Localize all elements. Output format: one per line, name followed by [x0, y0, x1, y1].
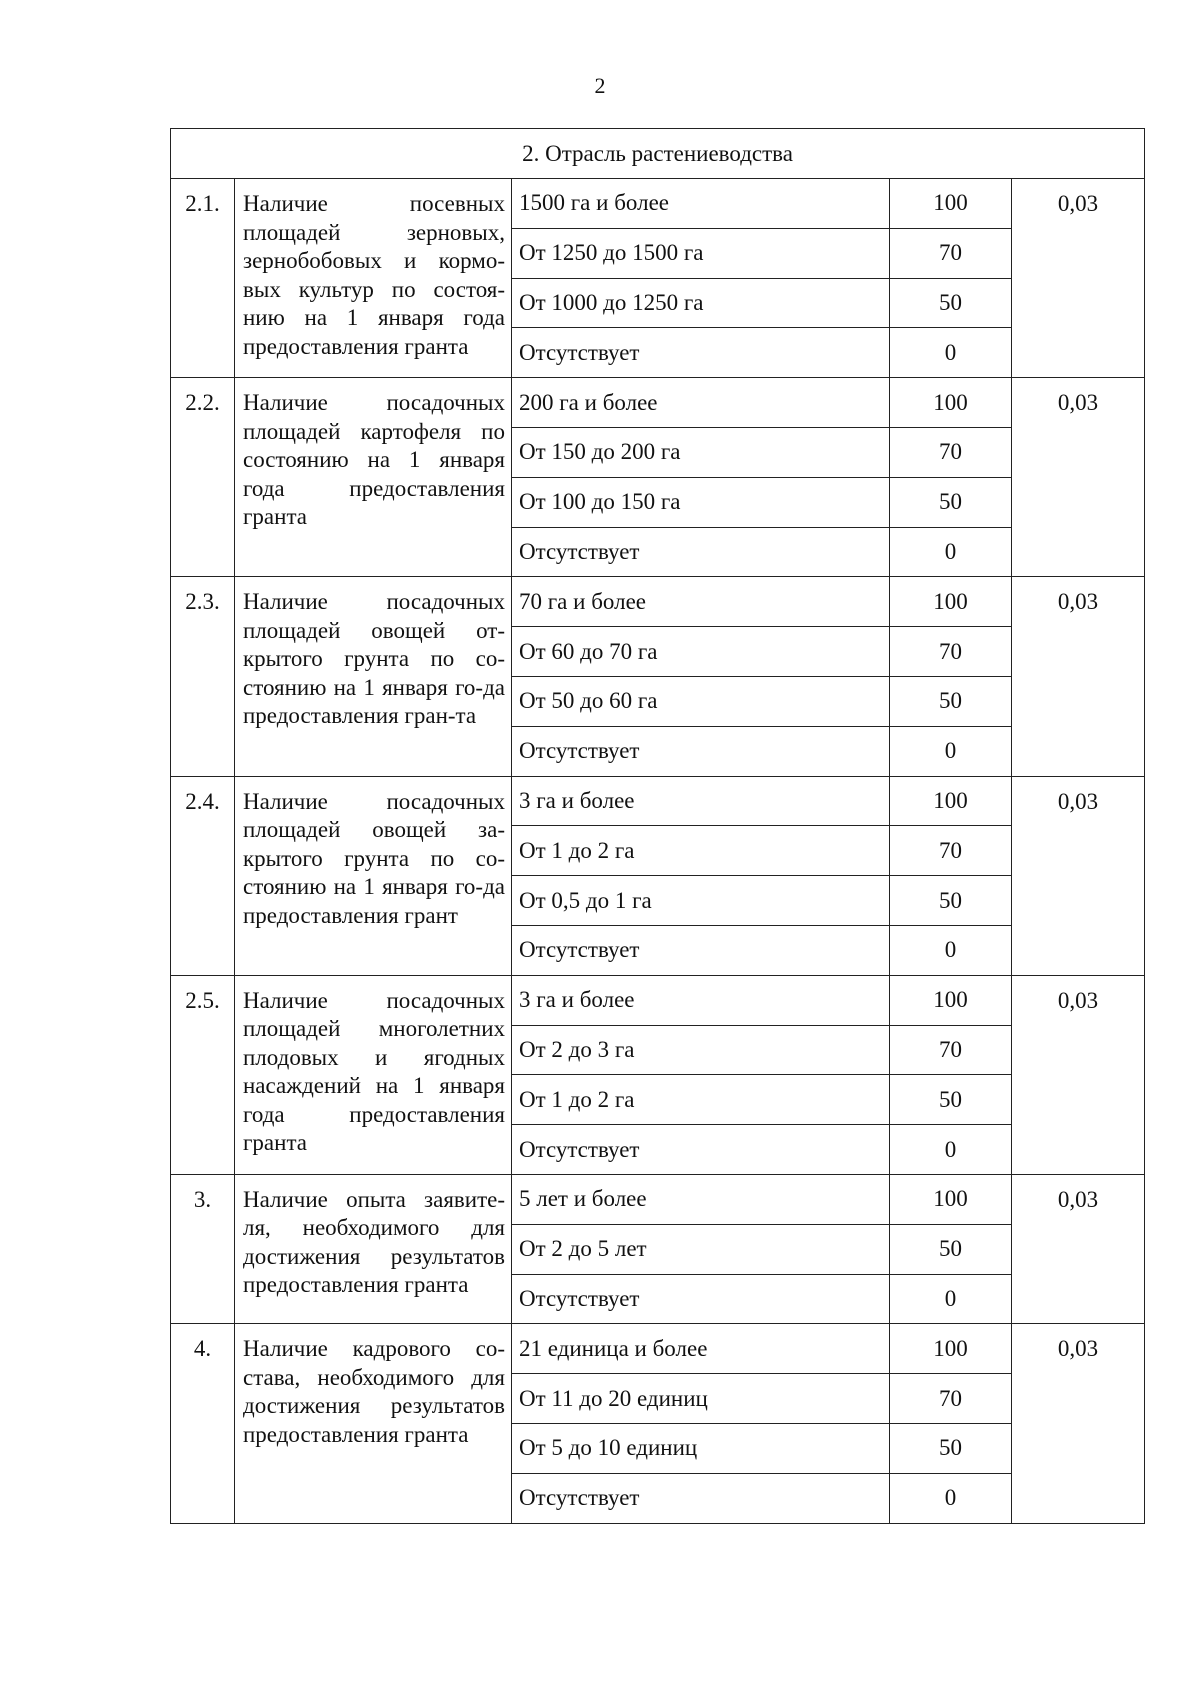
criterion-weight: 0,03 [1012, 179, 1145, 378]
criterion-number: 3. [171, 1174, 235, 1323]
criterion-row [171, 975, 1145, 1025]
criterion-score: 0 [890, 1274, 1012, 1324]
criterion-row [171, 378, 1145, 428]
criterion-condition: От 0,5 до 1 га [512, 876, 890, 926]
criterion-score: 100 [890, 776, 1012, 826]
criterion-score: 50 [890, 477, 1012, 527]
criterion-score: 0 [890, 925, 1012, 975]
criterion-score: 0 [890, 527, 1012, 577]
criterion-description: Наличие опыта заявите-ля, необходимого для достижения результатов предоставления гранта [235, 1174, 512, 1323]
criterion-score: 50 [890, 1075, 1012, 1125]
criterion-score: 100 [890, 378, 1012, 428]
criterion-condition: Отсутствует [512, 925, 890, 975]
criterion-description: Наличие посадочных площадей овощей за-крытого грунта по со-стоянию на 1 января го-да предоставления грант [235, 776, 512, 975]
criterion-score: 0 [890, 1473, 1012, 1523]
criterion-condition: От 60 до 70 га [512, 627, 890, 677]
criterion-condition: От 150 до 200 га [512, 427, 890, 477]
criterion-score: 0 [890, 328, 1012, 378]
criterion-number: 2.3. [171, 577, 235, 776]
criterion-condition: 3 га и более [512, 776, 890, 826]
criterion-score: 70 [890, 228, 1012, 278]
criterion-weight: 0,03 [1012, 1174, 1145, 1323]
criterion-condition: Отсутствует [512, 1274, 890, 1324]
criterion-score: 100 [890, 577, 1012, 627]
criterion-score: 0 [890, 726, 1012, 776]
criterion-score: 70 [890, 1025, 1012, 1075]
criterion-score: 100 [890, 179, 1012, 229]
criterion-condition: От 2 до 5 лет [512, 1224, 890, 1274]
criterion-condition: 200 га и более [512, 378, 890, 428]
criterion-condition: Отсутствует [512, 527, 890, 577]
criterion-score: 50 [890, 1224, 1012, 1274]
criterion-score: 50 [890, 278, 1012, 328]
criterion-description: Наличие посадочных площадей овощей от-крытого грунта по со-стоянию на 1 января го-да предоставления гран-та [235, 577, 512, 776]
criterion-score: 100 [890, 1324, 1012, 1374]
criterion-row [171, 577, 1145, 627]
criterion-score: 70 [890, 427, 1012, 477]
criterion-weight: 0,03 [1012, 1324, 1145, 1523]
section-title: 2. Отрасль растениеводства [171, 129, 1145, 179]
criterion-condition: Отсутствует [512, 1125, 890, 1175]
criterion-condition: 70 га и более [512, 577, 890, 627]
criterion-condition: От 1250 до 1500 га [512, 228, 890, 278]
criterion-weight: 0,03 [1012, 378, 1145, 577]
criterion-condition: От 1 до 2 га [512, 1075, 890, 1125]
criterion-condition: От 1 до 2 га [512, 826, 890, 876]
criterion-condition: От 50 до 60 га [512, 676, 890, 726]
criterion-number: 2.1. [171, 179, 235, 378]
criterion-score: 50 [890, 1423, 1012, 1473]
criterion-number: 2.5. [171, 975, 235, 1174]
criterion-row [171, 776, 1145, 826]
criterion-number: 2.2. [171, 378, 235, 577]
section-header-row [171, 129, 1145, 179]
criterion-condition: От 100 до 150 га [512, 477, 890, 527]
criterion-weight: 0,03 [1012, 577, 1145, 776]
page-number: 2 [594, 73, 606, 98]
criterion-condition: От 1000 до 1250 га [512, 278, 890, 328]
criterion-score: 70 [890, 826, 1012, 876]
criterion-weight: 0,03 [1012, 975, 1145, 1174]
criterion-condition: От 5 до 10 единиц [512, 1423, 890, 1473]
criterion-condition: 3 га и более [512, 975, 890, 1025]
criterion-description: Наличие кадрового со-става, необходимого для достижения результатов предоставления гранта [235, 1324, 512, 1523]
criterion-score: 100 [890, 1174, 1012, 1224]
criterion-condition: Отсутствует [512, 726, 890, 776]
criterion-condition: От 2 до 3 га [512, 1025, 890, 1075]
criterion-condition: Отсутствует [512, 1473, 890, 1523]
criteria-table [170, 128, 1145, 1524]
criterion-number: 4. [171, 1324, 235, 1523]
criterion-description: Наличие посадочных площадей многолетних плодовых и ягодных насаждений на 1 января года предоставления гранта [235, 975, 512, 1174]
criterion-score: 100 [890, 975, 1012, 1025]
criteria-table-body [171, 129, 1145, 1524]
criterion-condition: Отсутствует [512, 328, 890, 378]
criterion-condition: 1500 га и более [512, 179, 890, 229]
criterion-weight: 0,03 [1012, 776, 1145, 975]
criterion-score: 0 [890, 1125, 1012, 1175]
criterion-row [171, 179, 1145, 229]
criterion-score: 50 [890, 676, 1012, 726]
criterion-row [171, 1324, 1145, 1374]
criterion-score: 50 [890, 876, 1012, 926]
criterion-number: 2.4. [171, 776, 235, 975]
criterion-description: Наличие посадочных площадей картофеля по состоянию на 1 января года предоставления гранта [235, 378, 512, 577]
criterion-condition: 21 единица и более [512, 1324, 890, 1374]
criterion-description: Наличие посевных площадей зерновых, зернобобовых и кормо-вых культур по состоя-нию на 1 января года предоставления гранта [235, 179, 512, 378]
criterion-condition: 5 лет и более [512, 1174, 890, 1224]
criterion-row [171, 1174, 1145, 1224]
criterion-condition: От 11 до 20 единиц [512, 1374, 890, 1424]
criterion-score: 70 [890, 1374, 1012, 1424]
criterion-score: 70 [890, 627, 1012, 677]
